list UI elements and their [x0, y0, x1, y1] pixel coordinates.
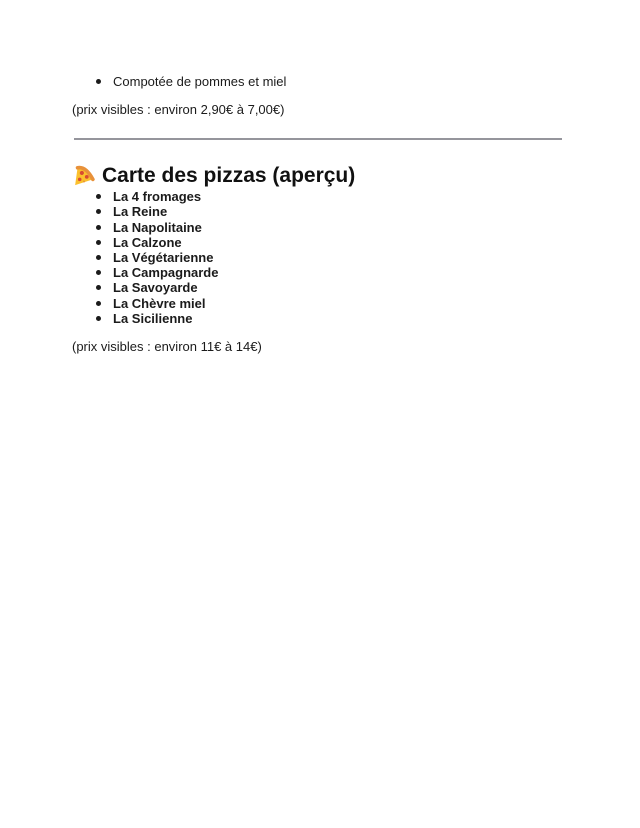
list-item: La Savoyarde: [72, 280, 566, 295]
pizza-section-heading: [73, 163, 566, 189]
list-item: La Chèvre miel: [72, 296, 566, 311]
list-item: Compotée de pommes et miel: [72, 74, 566, 89]
list-item: La Végétarienne: [72, 250, 566, 265]
list-item: La 4 fromages: [72, 189, 566, 204]
list-item: La Campagnarde: [72, 265, 566, 280]
list-item: La Reine: [72, 204, 566, 219]
list-item: La Sicilienne: [72, 311, 566, 326]
pizza-list: [72, 189, 566, 326]
intro-price-note: (prix visibles : environ 2,90€ à 7,00€): [72, 102, 285, 118]
list-item: La Napolitaine: [72, 220, 566, 235]
pizza-price-note: (prix visibles : environ 11€ à 14€): [72, 339, 262, 355]
section-divider: [74, 138, 562, 140]
intro-list: [72, 74, 566, 89]
pizza-icon: [73, 165, 95, 187]
heading-text: Carte des pizzas (aperçu): [102, 164, 356, 188]
list-item: La Calzone: [72, 235, 566, 250]
